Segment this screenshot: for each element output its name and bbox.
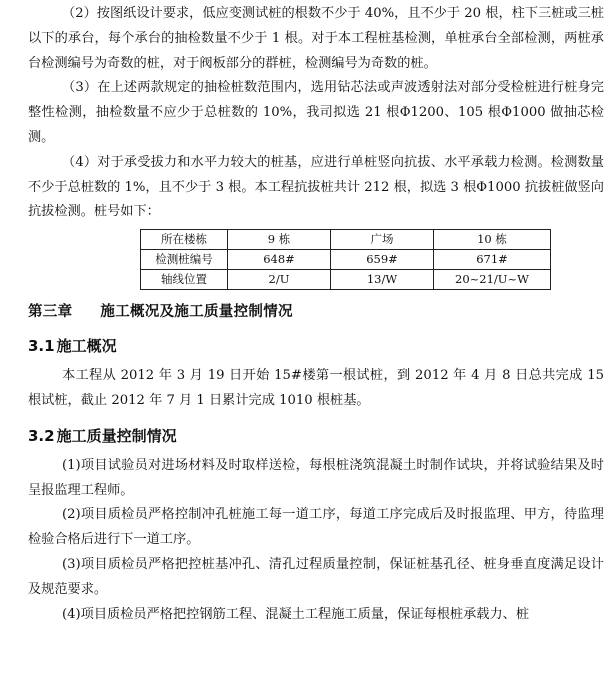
section-number: 3.2 <box>28 426 55 445</box>
table-cell: 2/U <box>228 270 331 290</box>
chapter-title: 施工概况及施工质量控制情况 <box>100 304 293 321</box>
table-row <box>141 250 551 270</box>
section-heading-3-1 <box>28 334 604 358</box>
paragraph-4: （4）对于承受拔力和水平力较大的桩基，应进行单桩竖向抗拔、水平承载力检测。检测数量不少于总桩数的 1%，且不少于 3 根。本工程抗拔桩共计 212 根，拟选 3 根Φ1000 抗拔桩做竖向抗拔检测。桩号如下： <box>28 154 604 220</box>
table-cell: 671# <box>434 250 551 270</box>
list-item: (1)项目试验员对进场材料及时取样送检，每根桩浇筑混凝土时制作试块，并将试验结果及时呈报监理工程师。 <box>28 457 604 498</box>
table-cell: 10 栋 <box>434 230 551 250</box>
paragraph-3: （3）在上述两款规定的抽检桩数范围内，选用钻芯法或声波透射法对部分受检桩进行桩身完整性检测，抽检数量不应少于总桩数的 10%，我司拟选 21 根Φ1200、105 根Φ1000 做抽芯检测。 <box>28 80 604 145</box>
paragraph-2: （2）按图纸设计要求，低应变测试桩的根数不少于 40%，且不少于 20 根，柱下三桩或三桩以下的承台，每个承台的抽检数量不少于 1 根。对于本工程桩基检测，单桩承台全部检测，两桩承台检测编号为奇数的桩，对于阀板部分的群桩，检测编号为奇数的桩。 <box>28 6 604 71</box>
section-title: 施工概况 <box>56 337 117 356</box>
table-cell: 所在楼栋 <box>141 230 228 250</box>
table-cell: 检测桩编号 <box>141 250 228 270</box>
table-cell: 659# <box>331 250 434 270</box>
table-cell: 648# <box>228 250 331 270</box>
section-number: 3.1 <box>28 337 55 356</box>
list-item: (3)项目质检员严格把控桩基冲孔、清孔过程质量控制，保证桩基孔径、桩身垂直度满足设计及规范要求。 <box>28 556 604 597</box>
section-heading-3-2 <box>28 424 604 448</box>
table-row <box>141 230 551 250</box>
list-item: (2)项目质检员严格控制冲孔桩施工每一道工序，每道工序完成后及时报监理、甲方，待监理检验合格后进行下一道工序。 <box>28 507 604 548</box>
chapter-heading <box>28 300 604 324</box>
section-title: 施工质量控制情况 <box>56 426 177 445</box>
table-cell: 广场 <box>331 230 434 250</box>
table-cell: 9 栋 <box>228 230 331 250</box>
chapter-number: 第三章 <box>28 304 73 321</box>
section-3-1-text: 本工程从 2012 年 3 月 19 日开始 15#楼第一根试桩，到 2012 年 4 月 8 日总共完成 15 根试桩，截止 2012 年 7 月 1 日累计完成 1010 根桩基。 <box>28 368 604 408</box>
table-cell: 轴线位置 <box>141 270 228 290</box>
table-cell: 13/W <box>331 270 434 290</box>
list-item: (4)项目质检员严格把控钢筋工程、混凝土工程施工质量，保证每根桩承载力、桩 <box>62 606 530 622</box>
table-row <box>141 270 551 290</box>
table-cell: 20~21/U~W <box>434 270 551 290</box>
pile-number-table <box>140 229 551 290</box>
